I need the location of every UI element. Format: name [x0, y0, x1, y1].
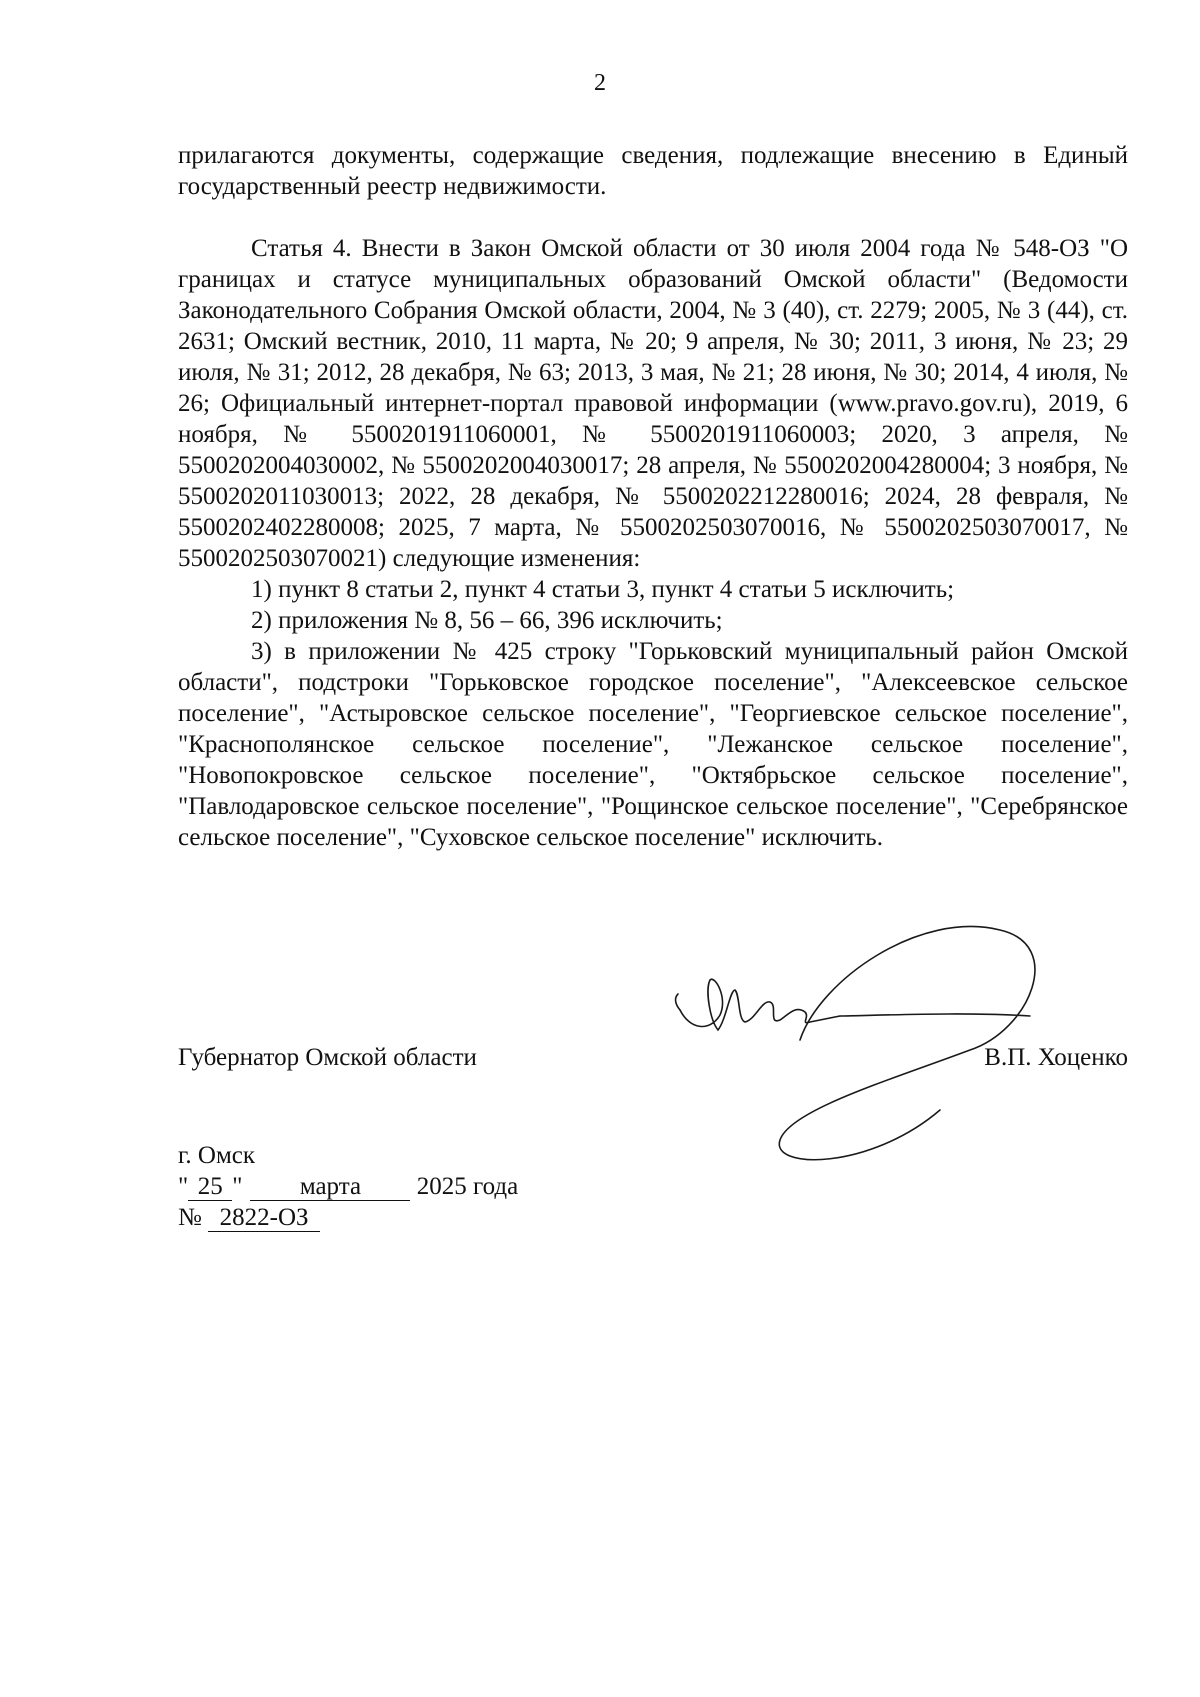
amendment-item-2: 2) приложения № 8, 56 – 66, 396 исключить;: [251, 607, 723, 634]
paragraph-gap: [178, 202, 1128, 233]
document-body: [178, 140, 1128, 853]
amendment-item-1: 1) пункт 8 статьи 2, пункт 4 статьи 3, пункт 4 статьи 5 исключить;: [251, 576, 955, 603]
date-line: [178, 1171, 518, 1202]
city: г. Омск: [178, 1142, 256, 1169]
law-number-line: [178, 1202, 518, 1233]
place-date-block: [178, 1140, 518, 1233]
law-number-prefix: №: [178, 1204, 202, 1231]
amendment-item-3: 3) в приложении № 425 строку "Горьковский муниципальный район Омской области", подстроки "Горьковское городское поселение", "Алексеевское сельское поселение", "Астыровское сельское поселение", "Георгиевское сельское поселение", "Краснополянское сельское поселение", "Лежанское сельское поселение", "Новопокровское сельское поселение", "Октябрьское сельское поселение", "Павлодаровское сельское поселение", "Рощинское сельское поселение", "Серебрянское сельское поселение", "Суховское сельское поселение" исключить.: [178, 638, 1128, 851]
date-year: 2025 года: [416, 1173, 519, 1200]
page-number: 2: [594, 70, 606, 96]
date-day: 25: [188, 1173, 232, 1201]
continuation-paragraph: прилагаются документы, содержащие сведения, подлежащие внесению в Единый государственный реестр недвижимости.: [178, 142, 1128, 200]
date-month: марта: [250, 1173, 410, 1201]
date-quote-open: ": [178, 1173, 189, 1200]
signature-block: [178, 1042, 1128, 1082]
article-4-paragraph: Статья 4. Внести в Закон Омской области от 30 июля 2004 года № 548-ОЗ "О границах и статусе муниципальных образований Омской области" (Ведомости Законодательного Собрания Омской области, 2004, № 3 (40), ст. 2279; 2005, № 3 (44), ст. 2631; Омский вестник, 2010, 11 марта, № 20; 9 апреля, № 30; 2011, 3 июня, № 23; 29 июля, № 31; 2012, 28 декабря, № 63; 2013, 3 мая, № 21; 28 июня, № 30; 2014, 4 июля, № 26; Официальный интернет-портал правовой информации (www.pravo.gov.ru), 2019, 6 ноября, № 5500201911060001, № 5500201911060003; 2020, 3 апреля, № 5500202004030002, № 5500202004030017; 28 апреля, № 5500202004280004; 3 ноября, № 5500202011030013; 2022, 28 декабря, № 5500202212280016; 2024, 28 февраля, № 5500202402280008; 2025, 7 марта, № 5500202503070016, № 5500202503070017, № 5500202503070021) следующие изменения:: [178, 235, 1128, 572]
date-quote-close: ": [232, 1173, 243, 1200]
law-number: 2822-ОЗ: [208, 1204, 320, 1232]
signatory-name: В.П. Хоценко: [984, 1044, 1128, 1071]
signatory-title: Губернатор Омской области: [178, 1044, 477, 1071]
